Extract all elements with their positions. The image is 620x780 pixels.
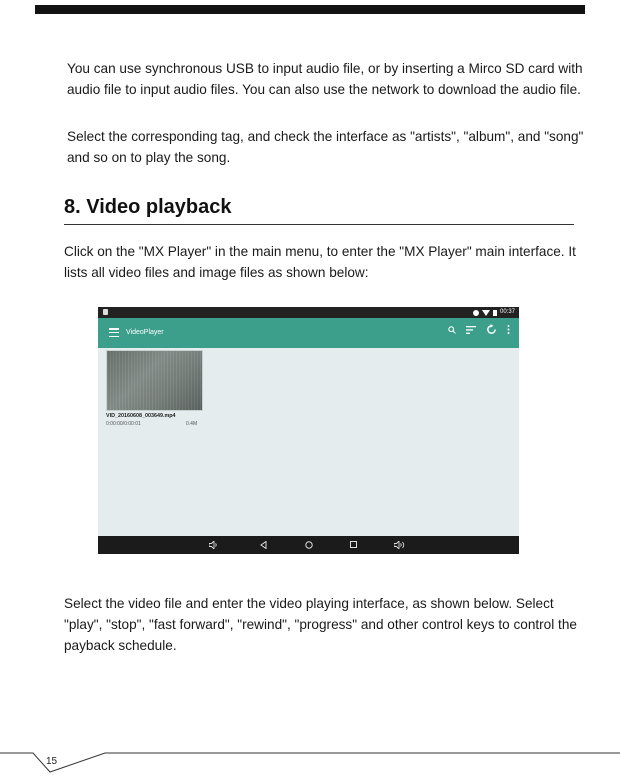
home-icon[interactable] [305, 541, 313, 549]
select-video-paragraph: Select the video file and enter the video playing interface, as shown below. Select "play", "stop", "fast forward", "rewind", "progress" and other control keys to control the payback schedule. [64, 596, 577, 653]
video-duration: 0:00:00/0:00:01 [106, 421, 141, 427]
recent-apps-icon[interactable] [350, 541, 357, 548]
sort-icon[interactable] [466, 326, 476, 334]
status-time: 00:37 [499, 309, 515, 315]
navigation-bar [98, 536, 519, 554]
mx-intro-paragraph: Click on the "MX Player" in the main menu, to enter the "MX Player" main interface. It lists all video files and image files as shown below: [64, 244, 576, 280]
usb-intro-paragraph: You can use synchronous USB to input audio file, or by inserting a Mirco SD card with audio file to input audio files. You can also use the network to download the audio file. [67, 61, 583, 97]
notification-icon [103, 309, 108, 315]
status-indicators [473, 308, 515, 317]
search-icon[interactable] [448, 326, 456, 334]
page-number: 15 [46, 756, 58, 767]
app-title: VideoPlayer [126, 329, 164, 336]
heading-divider [64, 224, 574, 225]
app-actions [448, 324, 510, 335]
hamburger-menu-icon[interactable] [109, 328, 119, 337]
header-bar [35, 5, 585, 14]
refresh-icon[interactable] [486, 324, 497, 335]
volume-up-icon[interactable] [394, 541, 406, 549]
video-thumbnail[interactable] [106, 350, 203, 411]
select-tag-paragraph: Select the corresponding tag, and check the interface as "artists", "album", and "song" and so on to play the song. [67, 129, 584, 165]
status-bar [98, 307, 519, 318]
app-bar [98, 318, 519, 348]
more-options-icon[interactable] [507, 325, 510, 334]
back-icon[interactable] [260, 541, 267, 549]
section-heading: 8. Video playback [64, 196, 232, 218]
dnd-icon [473, 310, 479, 316]
video-file-name[interactable]: VID_20160608_003649.mp4 [106, 413, 176, 419]
footer-rule [0, 750, 620, 780]
video-size: 0.4M [186, 421, 198, 427]
battery-icon [493, 310, 497, 316]
volume-down-icon[interactable] [209, 541, 219, 549]
wifi-icon [482, 310, 490, 316]
device-screenshot [98, 307, 519, 554]
